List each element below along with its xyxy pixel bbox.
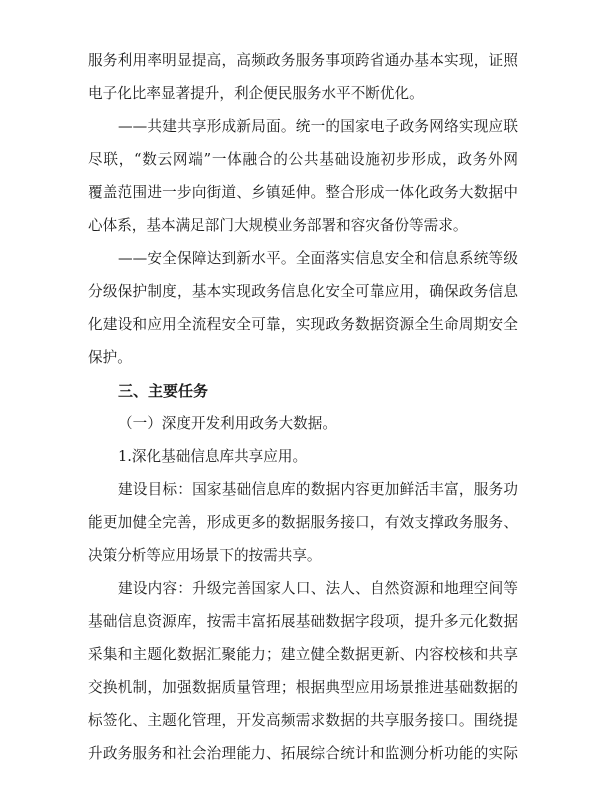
paragraph-line: 采集和主题化数据汇聚能力；建立健全数据更新、内容校核和共享: [88, 646, 518, 663]
paragraph-line: 升政务服务和社会治理能力、拓展综合统计和监测分析功能的实际: [88, 745, 518, 762]
paragraph-line: 能更加健全完善，形成更多的数据服务接口，有效支撑政务服务、: [88, 514, 518, 531]
paragraph-line: 建设目标：国家基础信息库的数据内容更加鲜活丰富，服务功: [118, 481, 518, 498]
paragraph-line: 基础信息资源库，按需丰富拓展基础数据字段项，提升多元化数据: [88, 613, 518, 630]
paragraph-line: ——共建共享形成新局面。统一的国家电子政务网络实现应联: [118, 118, 518, 135]
paragraph-line: 化建设和应用全流程安全可靠，实现政务数据资源全生命周期安全: [88, 316, 518, 333]
subsection-heading: （一）深度开发利用政务大数据。: [118, 415, 337, 432]
paragraph-line: 交换机制，加强数据质量管理；根据典型应用场景推进基础数据的: [88, 679, 518, 696]
paragraph-line: 心体系，基本满足部门大规模业务部署和容灾备份等需求。: [88, 217, 468, 234]
paragraph-line: 服务利用率明显提高，高频政务服务事项跨省通办基本实现，证照: [88, 52, 518, 69]
paragraph-line: 尽联，“数云网端”一体融合的公共基础设施初步形成，政务外网: [88, 151, 518, 168]
paragraph-line: 建设内容：升级完善国家人口、法人、自然资源和地理空间等: [118, 580, 518, 597]
paragraph-line: 保护。: [88, 349, 132, 366]
paragraph-line: 分级保护制度，基本实现政务信息化安全可靠应用，确保政务信息: [88, 283, 518, 300]
paragraph-line: 电子化比率显著提升，利企便民服务水平不断优化。: [88, 85, 424, 102]
item-heading: 1.深化基础信息库共享应用。: [118, 448, 308, 465]
paragraph-line: 覆盖范围进一步向街道、乡镇延伸。整合形成一体化政务大数据中: [88, 184, 518, 201]
paragraph-line: 决策分析等应用场景下的按需共享。: [88, 547, 322, 564]
section-heading: 三、主要任务: [118, 382, 209, 400]
paragraph-line: ——安全保障达到新水平。全面落实信息安全和信息系统等级: [118, 250, 518, 267]
paragraph-line: 标签化、主题化管理，开发高频需求数据的共享服务接口。围绕提: [88, 712, 518, 729]
